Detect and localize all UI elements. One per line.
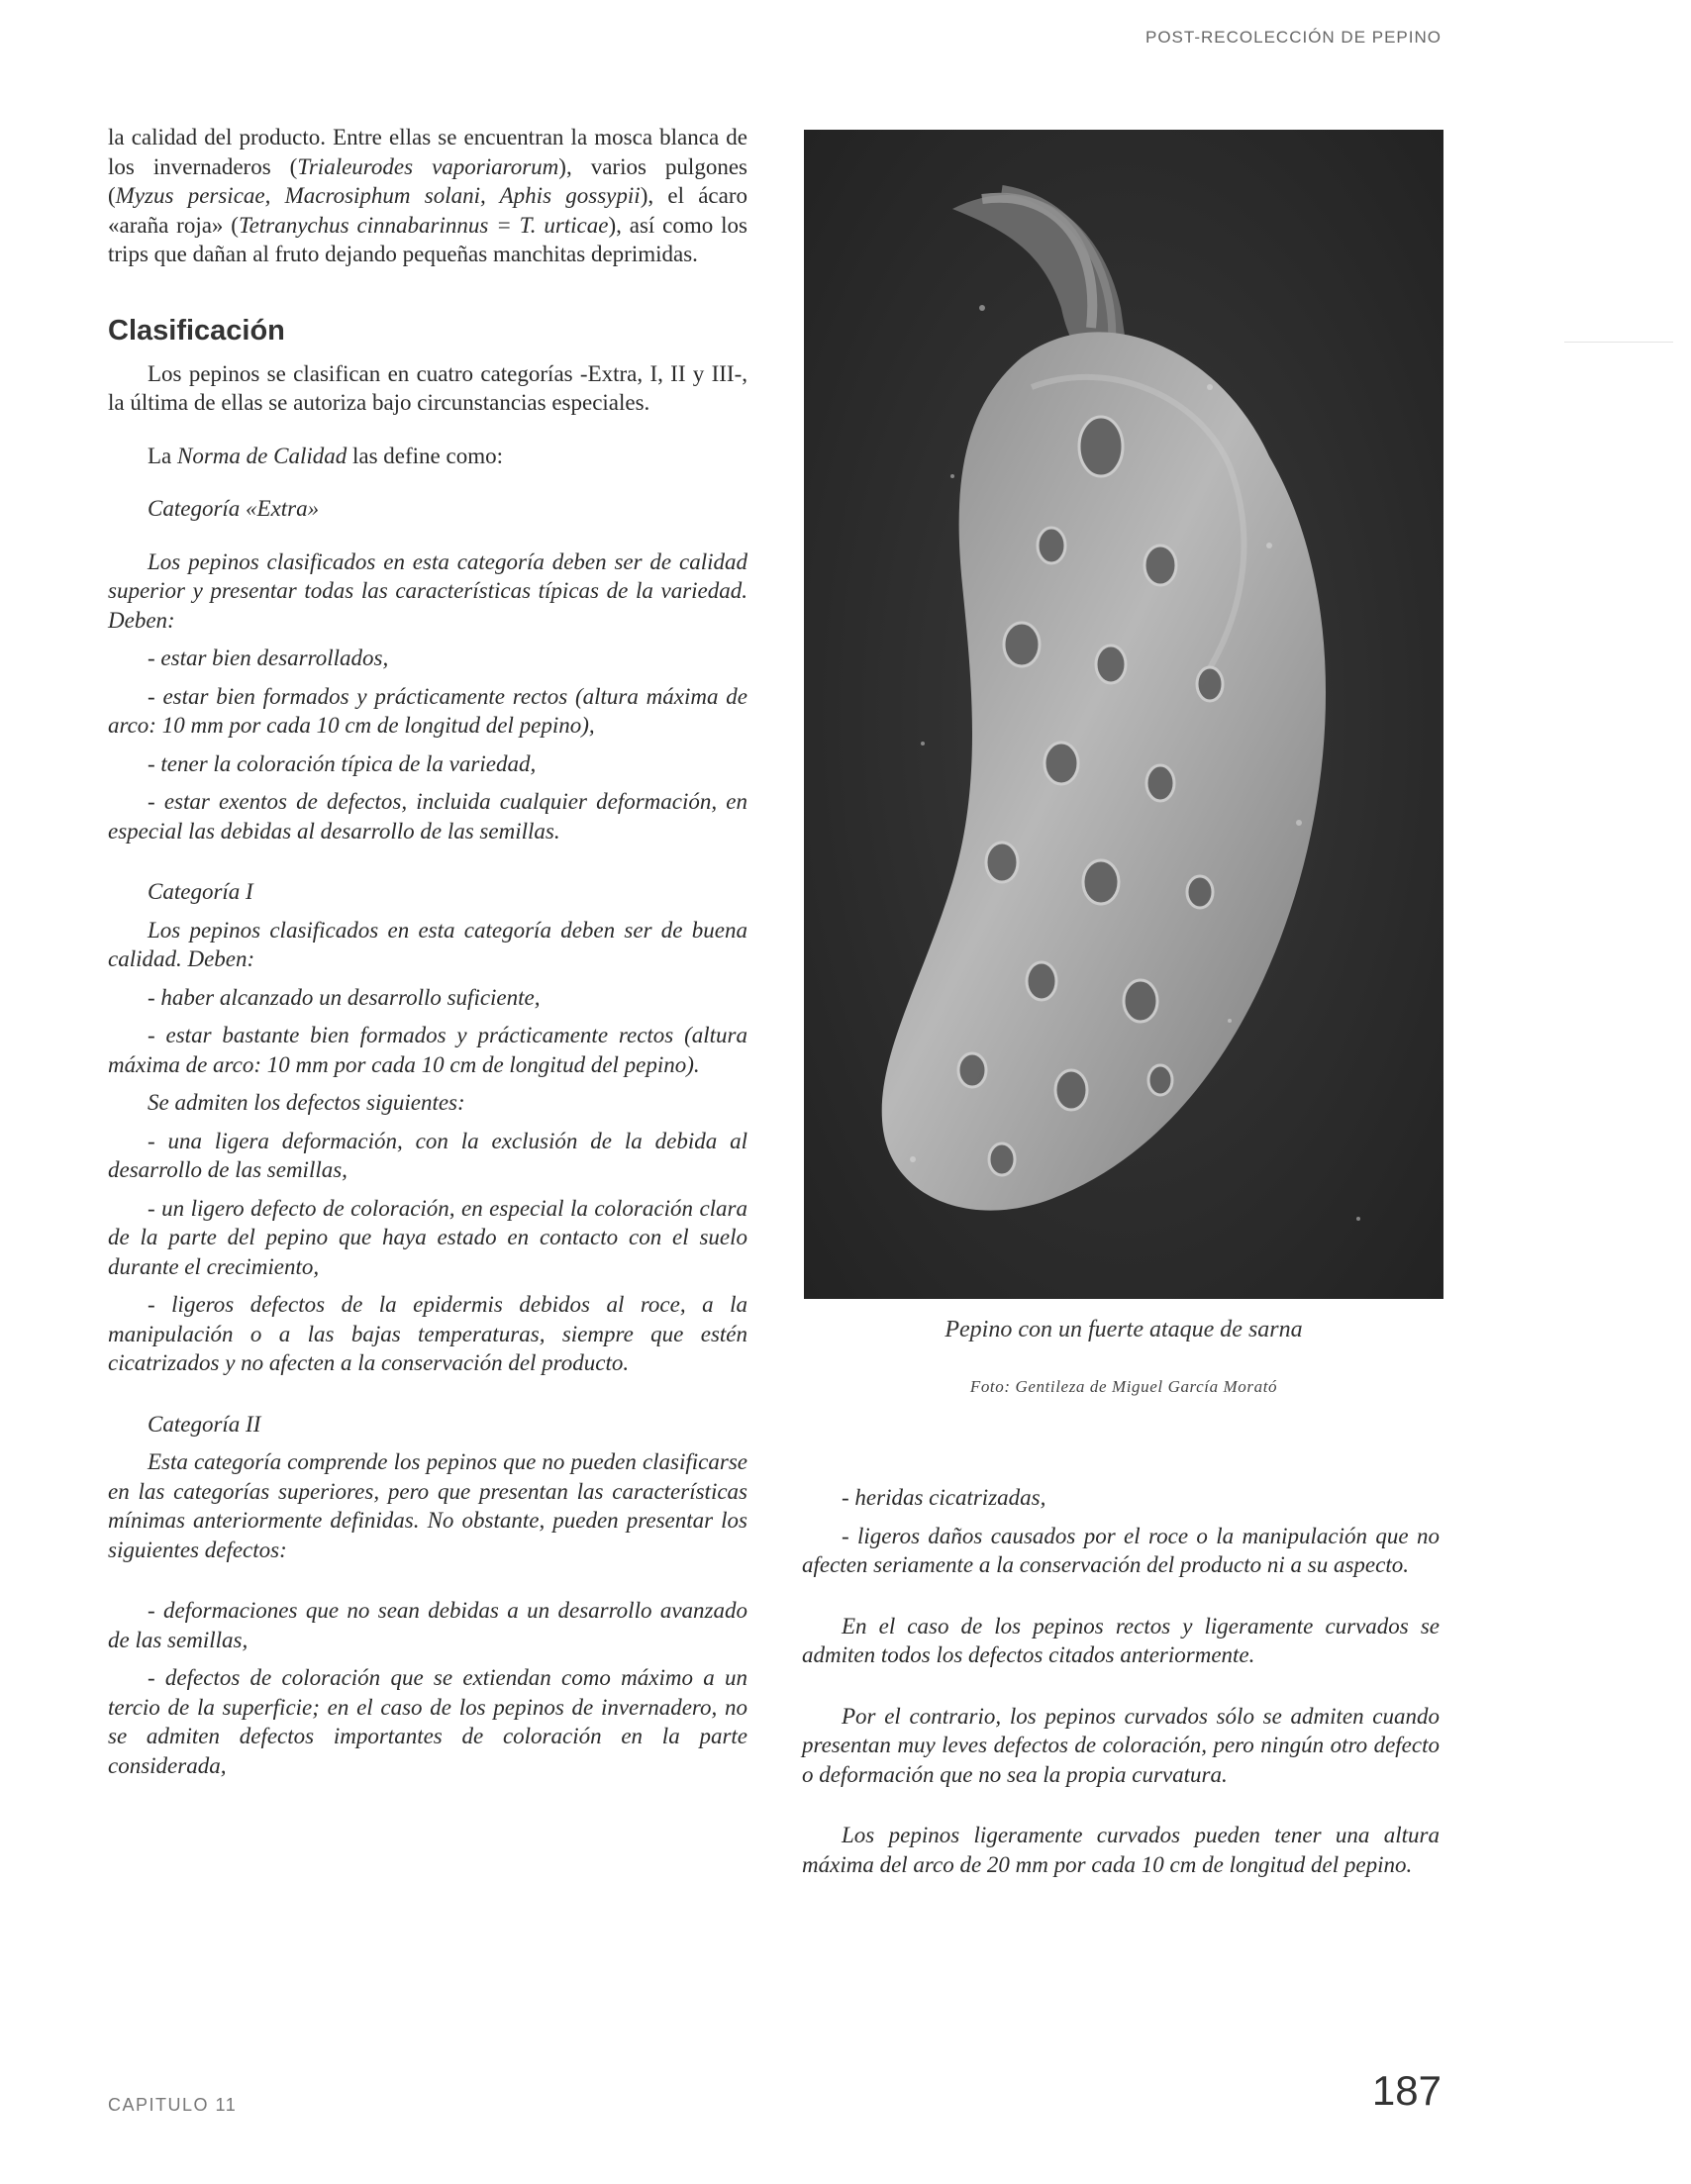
list-item: - defectos de coloración que se extiendan como máximo a un tercio de la superficie; en el caso de los pepinos de invernadero, no se admiten defectos importantes de coloración en la parte considerada, <box>108 1665 747 1778</box>
right-column <box>802 1483 1440 1879</box>
body-paragraph: Los pepinos ligeramente curvados pueden tener una altura máxima del arco de 20 mm por cada 10 cm de longitud del pepino. <box>802 1823 1440 1877</box>
classification-paragraph: Los pepinos se clasifican en cuatro categorías -Extra, I, II y III-, la última de ellas se autoriza bajo circunstancias especiales. <box>108 360 747 415</box>
list-item: - heridas cicatrizadas, <box>842 1485 1046 1510</box>
cucumber-illustration <box>804 130 1443 1299</box>
category-2-title: Categoría II <box>148 1411 261 1437</box>
list-item: - estar bastante bien formados y prácticamente rectos (altura máxima de arco: 10 mm por cada 10 cm de longitud del pepino). <box>108 1023 747 1077</box>
cucumber-photo <box>804 130 1443 1299</box>
list-item: - estar bien formados y prácticamente rectos (altura máxima de arco: 10 mm por cada 10 cm de longitud del pepino), <box>108 683 747 738</box>
list-item: - ligeros daños causados por el roce o la manipulación que no afecten seriamente a la conservación del producto ni a su aspecto. <box>802 1523 1440 1577</box>
left-column <box>108 123 747 1780</box>
list-item: - una ligera deformación, con la exclusión de la debida al desarrollo de las semillas, <box>108 1128 747 1182</box>
chapter-label: CAPITULO 11 <box>108 2095 238 2115</box>
norma-intro: La Norma de Calidad las define como: <box>148 443 504 468</box>
running-head: POST-RECOLECCIÓN DE PEPINO <box>1145 28 1442 47</box>
figure-caption: Pepino con un fuerte ataque de sarna <box>945 1317 1303 1342</box>
intro-paragraph: la calidad del producto. Entre ellas se encuentran la mosca blanca de los invernaderos (Trialeurodes vaporiarorum), varios pulgones (Myzus persicae, Macrosiphum solani, Aphis gossypii), el ácaro «araña roja» (Tetranychus cinnabarinnus = T. urticae), así como los trips que dañan al fruto dejando pequeñas manchitas deprimidas. <box>108 125 748 266</box>
list-item: - estar exentos de defectos, incluida cualquier deformación, en especial las debidas al desarrollo de las semillas. <box>108 789 747 844</box>
body-paragraph: En el caso de los pepinos rectos y ligeramente curvados se admiten todos los defectos citados anteriormente. <box>802 1613 1440 1667</box>
category-extra-intro: Los pepinos clasificados en esta categoría deben ser de calidad superior y presentar todas las características típicas de la variedad. Deben: <box>108 548 747 633</box>
category-extra-title: Categoría «Extra» <box>148 496 320 521</box>
list-item: - ligeros defectos de la epidermis debidos al roce, a la manipulación o a las bajas temperaturas, siempre que estén cicatrizados y no afecten a la conservación del producto. <box>108 1292 747 1375</box>
margin-mark <box>1564 342 1673 343</box>
section-heading: Clasificación <box>108 314 285 347</box>
page-number: 187 <box>1371 2067 1442 2114</box>
body-paragraph: Por el contrario, los pepinos curvados sólo se admiten cuando presentan muy leves defectos de coloración, pero ningún otro defecto o deformación que no sea la propia curvatura. <box>802 1703 1440 1787</box>
list-item: - deformaciones que no sean debidas a un desarrollo avanzado de las semillas, <box>108 1598 747 1652</box>
list-item: - un ligero defecto de coloración, en especial la coloración clara de la parte del pepino que haya estado en contacto con el suelo durante el crecimiento, <box>108 1195 747 1279</box>
photo-credit: Foto: Gentileza de Miguel García Morató <box>969 1377 1278 1396</box>
category-1-intro: Los pepinos clasificados en esta categoría deben ser de buena calidad. Deben: <box>108 917 747 971</box>
category-1-title: Categoría I <box>148 879 253 904</box>
defects-intro: Se admiten los defectos siguientes: <box>148 1090 465 1115</box>
list-item: - tener la coloración típica de la variedad, <box>148 750 537 776</box>
category-2-intro: Esta categoría comprende los pepinos que no pueden clasificarse en las categorías superiores, pero que presentan las características mínimas anteriormente definidas. No obstante, pueden presentar los siguientes defectos: <box>108 1449 747 1562</box>
list-item: - estar bien desarrollados, <box>148 645 389 670</box>
list-item: - haber alcanzado un desarrollo suficiente, <box>148 984 541 1010</box>
